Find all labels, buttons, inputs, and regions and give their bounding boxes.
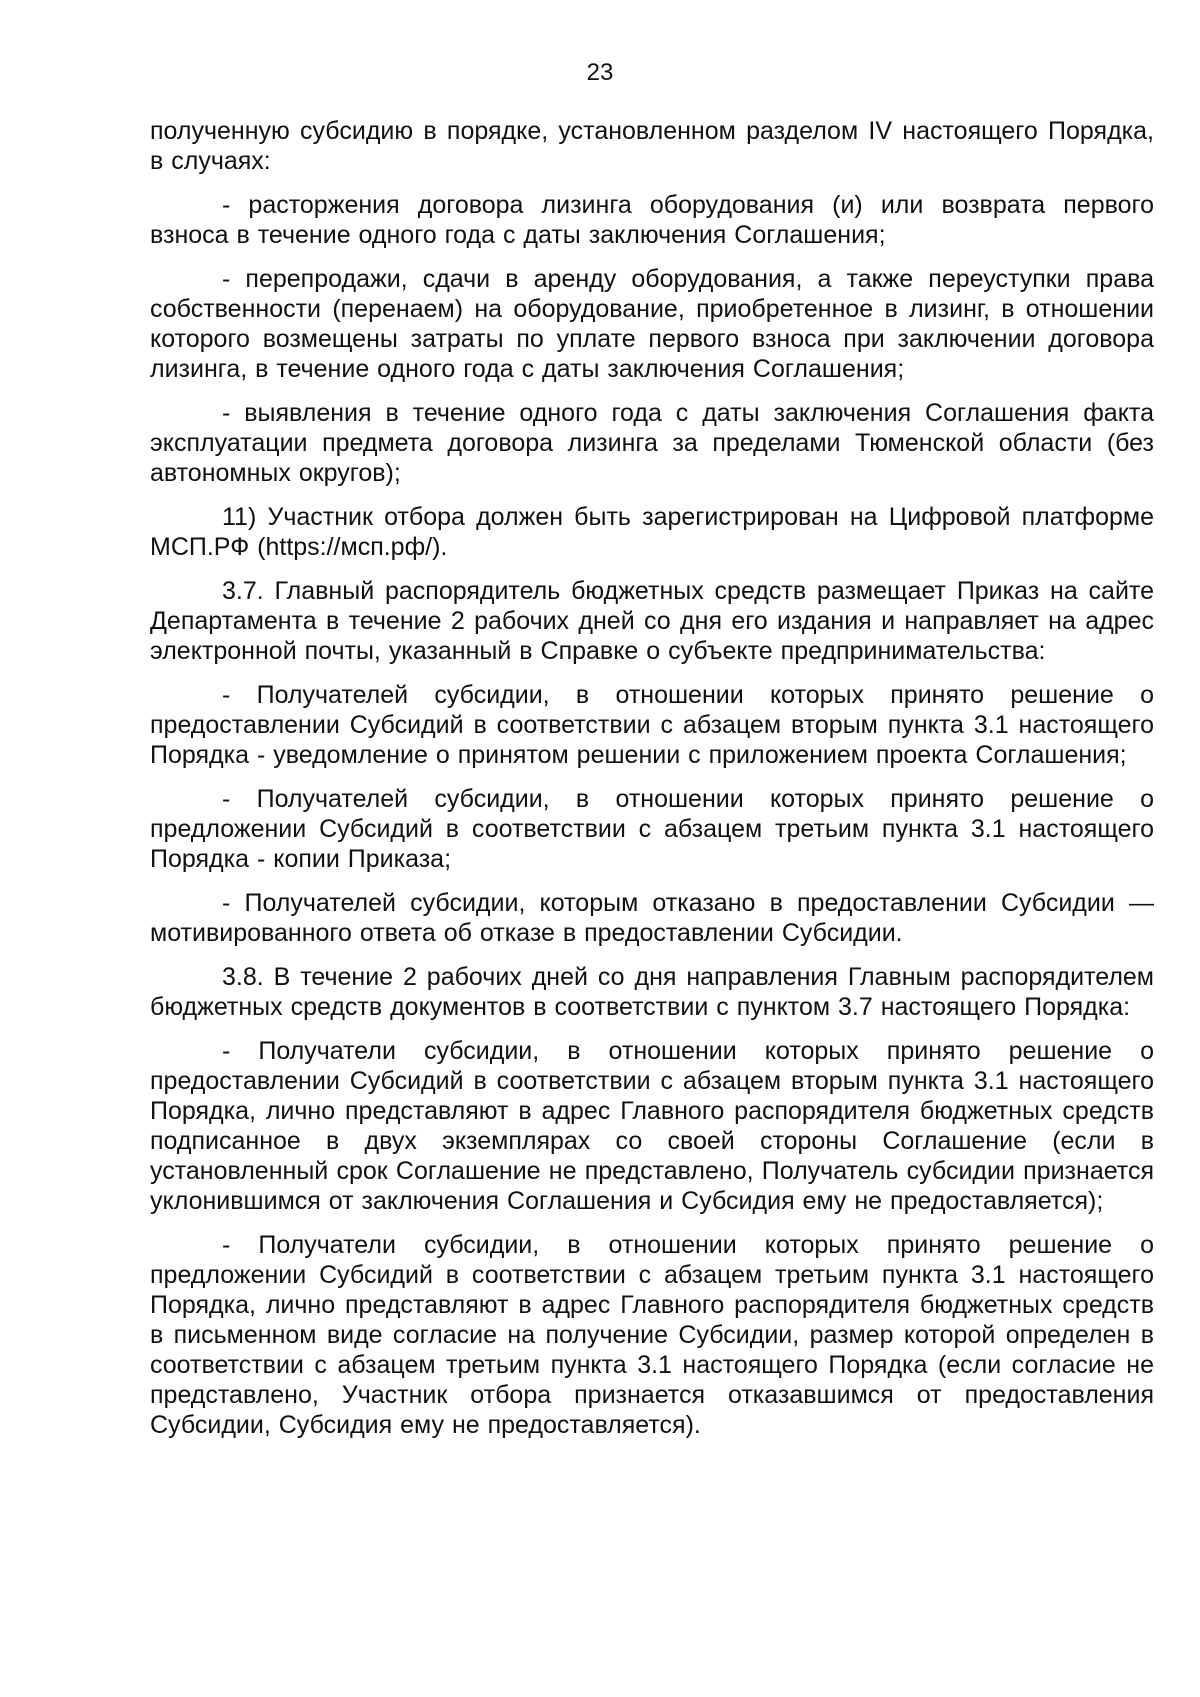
paragraph-continuation: полученную субсидию в порядке, установленном разделом IV настоящего Порядка, в случаях: — [150, 117, 1154, 175]
list-item-operation-outside-region: - выявления в течение одного года с даты заключения Соглашения факта эксплуатации предмета договора лизинга за пределами Тюменской области (без автономных округов); — [150, 399, 1154, 487]
list-item-written-consent: - Получатели субсидии, в отношении которых принято решение о предложении Субсидий в соответствии с абзацем третьим пункта 3.1 настоящего Порядка, лично представляют в адрес Главного распорядителя бюджетных средств в письменном виде согласие на получение Субсидии, размер которой определен в соответствии с абзацем третьим пункта 3.1 настоящего Порядка (если согласие не представлено, Участник отбора признается отказавшимся от предоставления Субсидии, Субсидия ему не предоставляется). — [150, 1231, 1154, 1439]
clause-11-registration: 11) Участник отбора должен быть зарегистрирован на Цифровой платформе МСП.РФ (https://мсп.рф/). — [150, 503, 1154, 561]
clause-3-7: 3.7. Главный распорядитель бюджетных средств размещает Приказ на сайте Департамента в течение 2 рабочих дней со дня его издания и направляет на адрес электронной почты, указанный в Справке о субъекте предпринимательства: — [150, 577, 1154, 665]
list-item-provision-recipients: - Получателей субсидии, в отношении которых принято решение о предоставлении Субсидий в соответствии с абзацем вторым пункта 3.1 настоящего Порядка - уведомление о принятом решении с приложением проекта Соглашения; — [150, 681, 1154, 769]
list-item-resale: - перепродажи, сдачи в аренду оборудования, а также переуступки права собственности (перенаем) на оборудование, приобретенное в лизинг, в отношении которого возмещены затраты по уплате первого взноса при заключении договора лизинга, в течение одного года с даты заключения Соглашения; — [150, 265, 1154, 383]
list-item-offer-recipients: - Получателей субсидии, в отношении которых принято решение о предложении Субсидий в соответствии с абзацем третьим пункта 3.1 настоящего Порядка - копии Приказа; — [150, 785, 1154, 873]
list-item-refused-recipients: - Получателей субсидии, которым отказано в предоставлении Субсидии — мотивированного ответа об отказе в предоставлении Субсидии. — [150, 889, 1154, 947]
list-item-termination: - расторжения договора лизинга оборудования (и) или возврата первого взноса в течение одного года с даты заключения Соглашения; — [150, 191, 1154, 249]
clause-3-8: 3.8. В течение 2 рабочих дней со дня направления Главным распорядителем бюджетных средств документов в соответствии с пунктом 3.7 настоящего Порядка: — [150, 963, 1154, 1021]
page-number: 23 — [586, 59, 614, 86]
document-body — [150, 116, 1154, 1454]
list-item-sign-agreement: - Получатели субсидии, в отношении которых принято решение о предоставлении Субсидий в соответствии с абзацем вторым пункта 3.1 настоящего Порядка, лично представляют в адрес Главного распорядителя бюджетных средств подписанное в двух экземплярах со своей стороны Соглашение (если в установленный срок Соглашение не представлено, Получатель субсидии признается уклонившимся от заключения Соглашения и Субсидия ему не предоставляется); — [150, 1037, 1154, 1215]
